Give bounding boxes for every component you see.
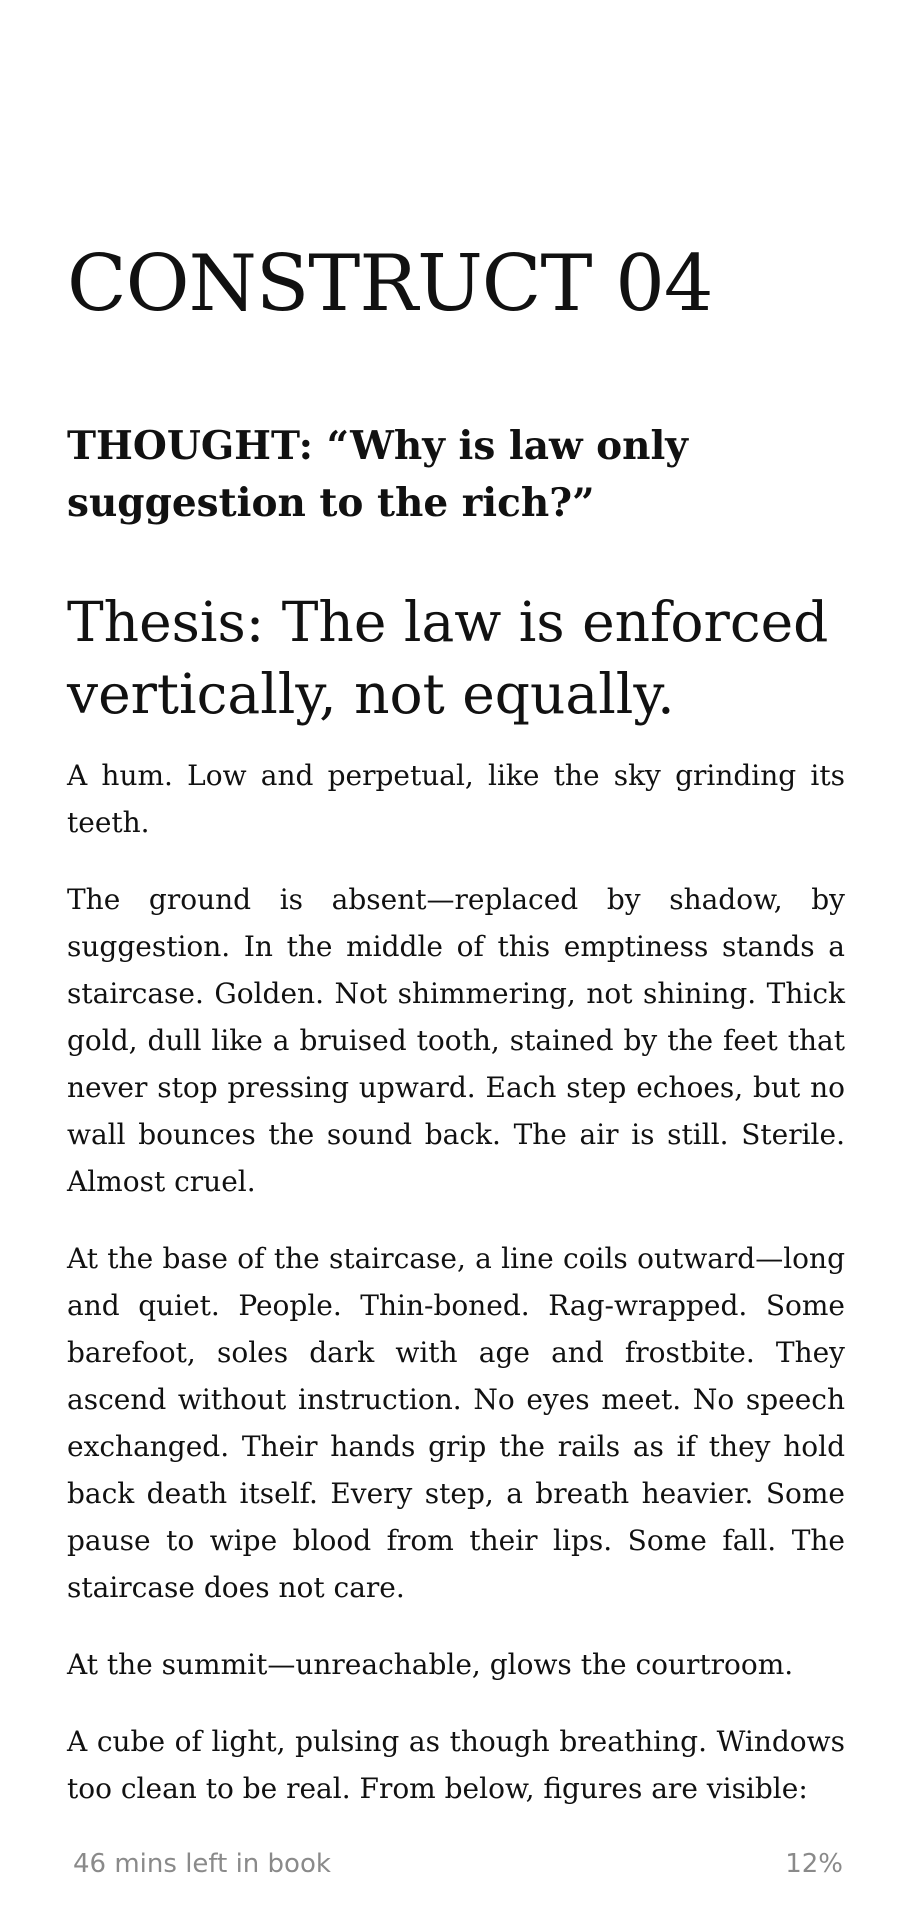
paragraph: At the base of the staircase, a line coils outward—long and quiet. People. Thin-boned. Rag-wrapped. Some barefoot, soles dark with age and frostbite. They ascend without instruction. No eyes meet. No speech exchanged. Their hands grip the rails as if they hold back death itself. Every step, a breath heavier. Some pause to wipe blood from their lips. Some fall. The staircase does not care. bbox=[67, 1241, 845, 1604]
time-left-label[interactable]: 46 mins left in book bbox=[73, 1849, 331, 1879]
book-page bbox=[67, 240, 845, 1812]
reading-progress-footer[interactable] bbox=[73, 1846, 843, 1882]
chapter-thought: THOUGHT: “Why is law only suggestion to the rich?” bbox=[67, 422, 688, 526]
progress-percent: 12% bbox=[785, 1849, 843, 1879]
paragraph: At the summit—unreachable, glows the courtroom. bbox=[67, 1647, 794, 1681]
paragraph: A cube of light, pulsing as though breathing. Windows too clean to be real. From below, figures are visible: bbox=[67, 1724, 845, 1805]
paragraph: A hum. Low and perpetual, like the sky grinding its teeth. bbox=[67, 758, 845, 839]
chapter-title: CONSTRUCT 04 bbox=[67, 239, 713, 329]
paragraph: The ground is absent—replaced by shadow, by suggestion. In the middle of this emptiness stands a staircase. Golden. Not shimmering, not shining. Thick gold, dull like a bruised tooth, stained by the feet that never stop pressing upward. Each step echoes, but no wall bounces the sound back. The air is still. Sterile. Almost cruel. bbox=[67, 882, 845, 1198]
chapter-thesis: Thesis: The law is enforced vertically, not equally. bbox=[67, 589, 829, 726]
